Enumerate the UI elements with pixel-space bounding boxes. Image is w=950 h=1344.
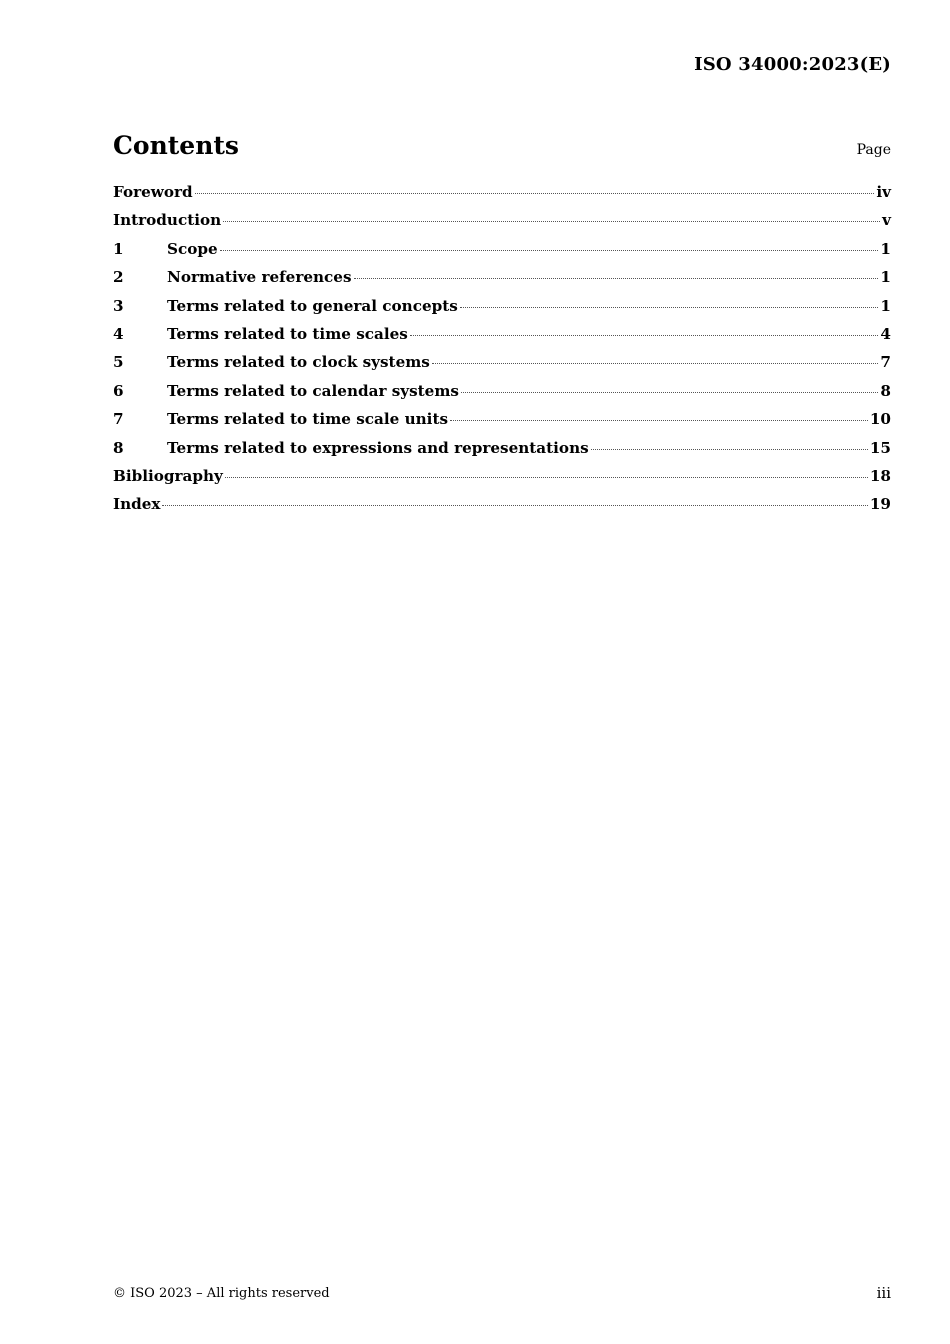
toc-entry-clock-systems[interactable]	[113, 353, 891, 381]
toc-entry-expressions-representations[interactable]	[113, 439, 891, 467]
toc-entry-title: Terms related to time scales	[167, 324, 408, 343]
dot-leader	[432, 363, 879, 364]
dot-leader	[410, 335, 879, 336]
dot-leader	[450, 420, 868, 421]
toc-entry-title: Normative references	[167, 268, 352, 287]
toc-entry-page: 1	[880, 296, 891, 315]
dot-leader	[460, 307, 879, 308]
dot-leader	[354, 278, 879, 279]
toc-entry-number: 5	[113, 353, 124, 372]
toc-entry-introduction[interactable]	[113, 211, 891, 239]
toc-entry-number: 8	[113, 438, 124, 457]
toc-entry-title: Introduction	[113, 211, 222, 230]
toc-entry-title: Terms related to time scale units	[167, 410, 449, 429]
toc-entry-index[interactable]	[113, 495, 891, 523]
toc-entry-general-concepts[interactable]	[113, 297, 891, 325]
toc-entry-number: 2	[113, 268, 124, 287]
toc-entry-number: 3	[113, 296, 124, 315]
dot-leader	[195, 193, 875, 194]
toc-entry-bibliography[interactable]	[113, 467, 891, 495]
dot-leader	[461, 392, 878, 393]
toc-entry-time-scales[interactable]	[113, 325, 891, 353]
toc-entry-page: 1	[880, 239, 891, 258]
toc-entry-title: Terms related to general concepts	[167, 296, 458, 315]
toc-entry-time-scale-units[interactable]	[113, 410, 891, 438]
dot-leader	[223, 221, 880, 222]
table-of-contents	[113, 183, 891, 524]
toc-entry-page: 19	[869, 495, 891, 514]
toc-entry-scope[interactable]	[113, 240, 891, 268]
toc-entry-number: 6	[113, 381, 124, 400]
toc-entry-title: Terms related to expressions and representations	[167, 438, 589, 457]
dot-leader	[162, 505, 867, 506]
contents-heading: Contents	[113, 131, 240, 160]
toc-entry-page: 10	[869, 410, 891, 429]
toc-entry-title: Index	[113, 495, 161, 514]
toc-entry-page: 8	[880, 381, 891, 400]
toc-entry-title: Terms related to calendar systems	[167, 381, 459, 400]
page-column-label: Page	[856, 142, 891, 158]
dot-leader	[220, 250, 879, 251]
toc-entry-page: 4	[880, 324, 891, 343]
dot-leader	[591, 449, 868, 450]
toc-entry-number: 7	[113, 410, 124, 429]
document-id: ISO 34000:2023(E)	[694, 54, 891, 75]
toc-entry-page: v	[882, 211, 891, 230]
dot-leader	[225, 477, 868, 478]
toc-entry-number: 4	[113, 324, 124, 343]
toc-entry-title: Bibliography	[113, 466, 223, 485]
toc-entry-page: 7	[880, 353, 891, 372]
toc-entry-page: iv	[876, 183, 891, 201]
toc-entry-page: 15	[869, 438, 891, 457]
toc-entry-number: 1	[113, 239, 124, 258]
toc-entry-title: Terms related to clock systems	[167, 353, 430, 372]
footer-page-number: iii	[876, 1284, 891, 1302]
toc-entry-normative-references[interactable]	[113, 268, 891, 296]
toc-entry-foreword[interactable]	[113, 183, 891, 211]
toc-entry-title: Scope	[167, 239, 218, 258]
toc-entry-page: 1	[880, 268, 891, 287]
toc-entry-page: 18	[869, 466, 891, 485]
copyright-notice: © ISO 2023 – All rights reserved	[113, 1286, 330, 1301]
toc-entry-calendar-systems[interactable]	[113, 382, 891, 410]
toc-entry-title: Foreword	[113, 183, 193, 201]
